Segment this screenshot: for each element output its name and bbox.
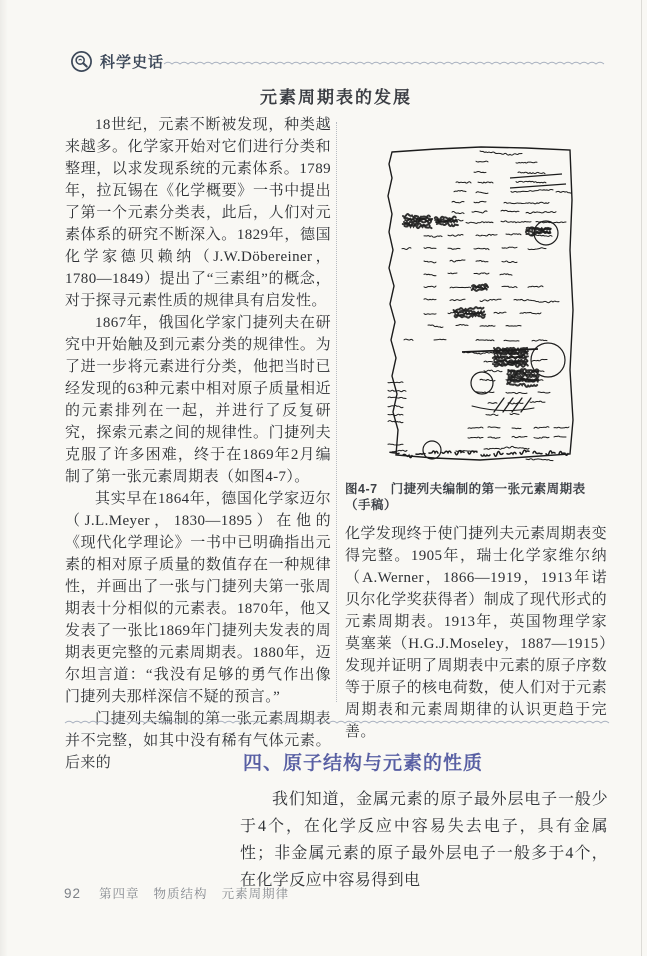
figure-caption: 图4-7 门捷列夫编制的第一张元素周期表（手稿） bbox=[345, 482, 586, 512]
strike-line bbox=[510, 174, 562, 178]
page-number: 92 bbox=[64, 886, 82, 901]
article-title: 元素周期表的发展 bbox=[260, 88, 412, 107]
paragraph: 其实早在1864年，德国化学家迈尔（J.L.Meyer，1830—1895）在他的《现代化学理论》一书中已明确指出元素的相对原子质量的数值存在一种规律性，并画出了一张与门捷列夫第一张周期表十分相似的元素表。1870年，他又发表了一张比1869年门捷列夫发表的周期表更完整的元素周期表。1880年，迈尔坦言道：“我没有足够的勇气作出像门捷列夫那样深信不疑的预言。” bbox=[65, 491, 331, 705]
section-heading: 四、原子结构与元素的性质 bbox=[243, 753, 484, 774]
circled-entry bbox=[471, 372, 493, 394]
magnifier-badge-icon bbox=[70, 50, 93, 73]
paragraph: 18世纪，元素不断被发现，种类越来越多。化学家开始对它们进行分类和整理，以求发现系统的元素体系。1789年，拉瓦锡在《化学概要》一书中提出了第一个元素分类表，此后，人们对元素体系的研究不断深入。1829年，德国化学家德贝赖纳（J.W.Döbereiner，1780—1849）提出了“三素组”的概念，对于探寻元素性质的规律具有启发性。 bbox=[65, 117, 331, 309]
footer-part: 物质结构 bbox=[153, 887, 208, 901]
circled-entry bbox=[531, 343, 565, 377]
section-paragraph: 我们知道，金属元素的原子最外层电子一般少于4个，在化学反应中容易失去电子，具有金属性；非金属元素的原子最外层电子一般多于4个，在化学反应中容易得到电 bbox=[240, 791, 608, 889]
page-footer bbox=[64, 884, 303, 902]
paragraph: 化学发现终于使门捷列夫元素周期表变得完整。1905年，瑞士化学家维尔纳（A.Werner，1866—1919，1913年诺贝尔化学奖获得者）制成了现代形式的元素周期表。1913年，英国物理学家莫塞莱（H.G.J.Moseley，1887—1915）发现并证明了周期表中元素的原子序数等于原子的核电荷数，使人们对于元素周期表和元素周期律的认识更趋于完善。 bbox=[345, 526, 607, 740]
science-history-label: 科学史话 bbox=[100, 54, 165, 71]
manuscript-image bbox=[376, 140, 576, 468]
paragraph: 1867年，俄国化学家门捷列夫在研究中开始触及到元素分类的规律性。为了进一步将元素进行分类，他把当时已经发现的63种元素中相对原子质量相近的元素排列在一起，并进行了反复研究，探索元素之间的规律性。门捷列夫克服了许多困难，终于在1869年2月编制了第一张元素周期表（如图4-7）。 bbox=[65, 315, 331, 485]
paper-edge bbox=[388, 147, 573, 460]
footer-unit: 元素周期律 bbox=[221, 887, 290, 901]
handwriting-scribbles bbox=[388, 151, 571, 461]
strike-line bbox=[510, 184, 566, 188]
circled-entry bbox=[423, 441, 441, 459]
paragraph: 门捷列夫编制的第一张元素周期表并不完整，如其中没有稀有气体元素。后来的 bbox=[65, 711, 331, 771]
science-history-header bbox=[70, 50, 164, 73]
figure-4-7 bbox=[345, 140, 607, 513]
footer-chapter: 第四章 bbox=[99, 887, 140, 901]
wavy-divider-top bbox=[163, 59, 610, 67]
right-column bbox=[345, 114, 607, 743]
left-column bbox=[65, 114, 331, 774]
wavy-divider-bottom bbox=[64, 718, 610, 726]
column-divider bbox=[336, 122, 337, 702]
